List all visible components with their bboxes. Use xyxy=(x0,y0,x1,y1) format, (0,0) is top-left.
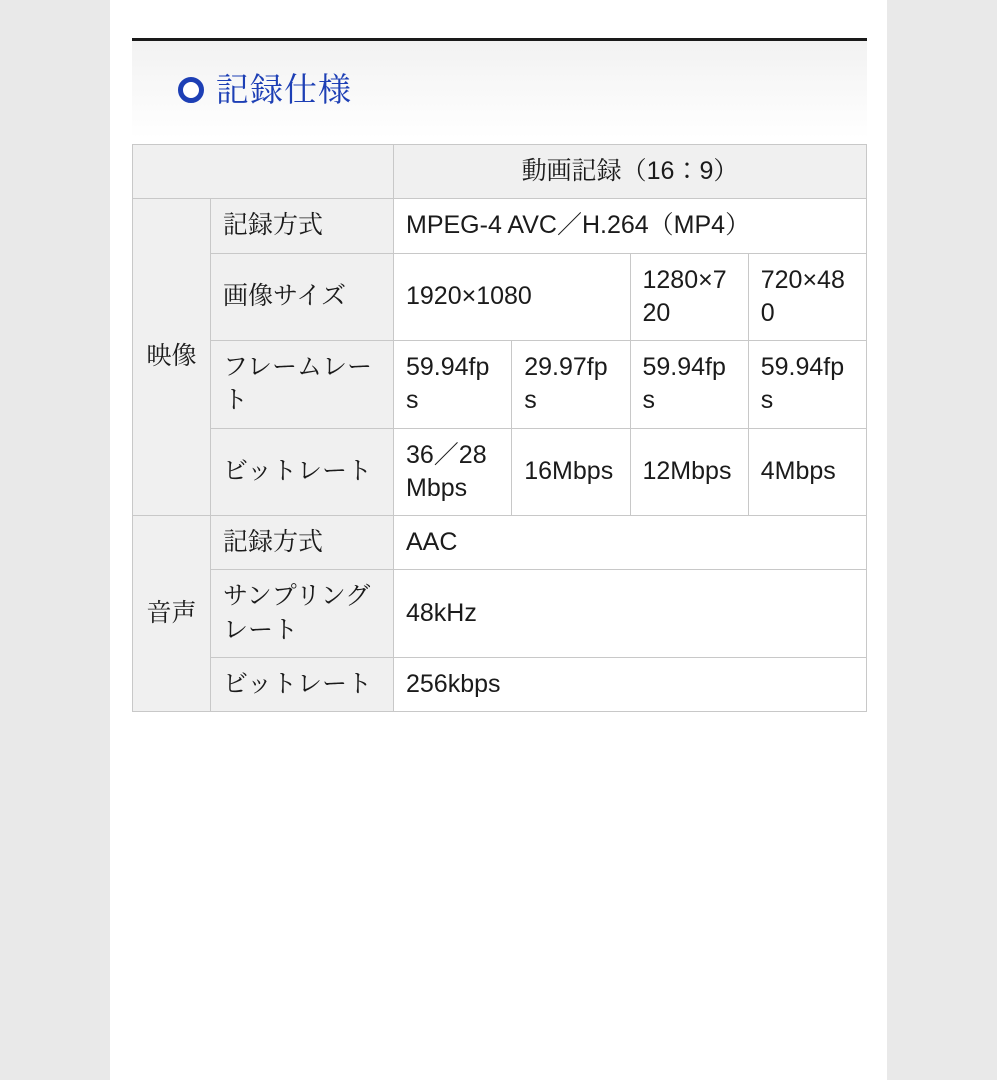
table-row xyxy=(133,516,867,570)
row-label-audio-format: 記録方式 xyxy=(211,516,394,570)
row-label-image-size: 画像サイズ xyxy=(211,253,394,341)
table-row xyxy=(133,657,867,711)
row-label-sampling-rate: サンプリングレート xyxy=(211,570,394,658)
document-page xyxy=(110,0,887,1080)
row-value-image-size-3: 720×480 xyxy=(748,253,866,341)
table-row xyxy=(133,341,867,429)
header-title-cell: 動画記録（16：9） xyxy=(394,145,867,199)
table-row xyxy=(133,253,867,341)
row-value-image-size-2: 1280×720 xyxy=(630,253,748,341)
table-row xyxy=(133,199,867,253)
row-label-audio-bitrate: ビットレート xyxy=(211,657,394,711)
table-row xyxy=(133,570,867,658)
table-row xyxy=(133,145,867,199)
row-value-audio-format: AAC xyxy=(394,516,867,570)
recording-spec-table xyxy=(132,144,867,712)
circle-bullet-icon xyxy=(178,77,204,103)
row-value-frame-rate-1: 59.94fps xyxy=(394,341,512,429)
row-value-frame-rate-4: 59.94fps xyxy=(748,341,866,429)
row-value-video-bitrate-3: 12Mbps xyxy=(630,428,748,516)
spec-section xyxy=(132,38,867,712)
row-value-video-bitrate-2: 16Mbps xyxy=(512,428,630,516)
row-value-video-format: MPEG-4 AVC／H.264（MP4） xyxy=(394,199,867,253)
row-value-audio-bitrate: 256kbps xyxy=(394,657,867,711)
category-audio: 音声 xyxy=(133,516,211,712)
section-header xyxy=(132,41,867,138)
header-blank-cell xyxy=(133,145,394,199)
table-row xyxy=(133,428,867,516)
category-video: 映像 xyxy=(133,199,211,516)
row-value-frame-rate-3: 59.94fps xyxy=(630,341,748,429)
row-label-frame-rate: フレームレート xyxy=(211,341,394,429)
row-label-video-format: 記録方式 xyxy=(211,199,394,253)
row-label-video-bitrate: ビットレート xyxy=(211,428,394,516)
row-value-image-size-1: 1920×1080 xyxy=(394,253,631,341)
row-value-video-bitrate-1: 36／28Mbps xyxy=(394,428,512,516)
row-value-frame-rate-2: 29.97fps xyxy=(512,341,630,429)
page-title: 記録仕様 xyxy=(216,71,352,108)
row-value-sampling-rate: 48kHz xyxy=(394,570,867,658)
row-value-video-bitrate-4: 4Mbps xyxy=(748,428,866,516)
